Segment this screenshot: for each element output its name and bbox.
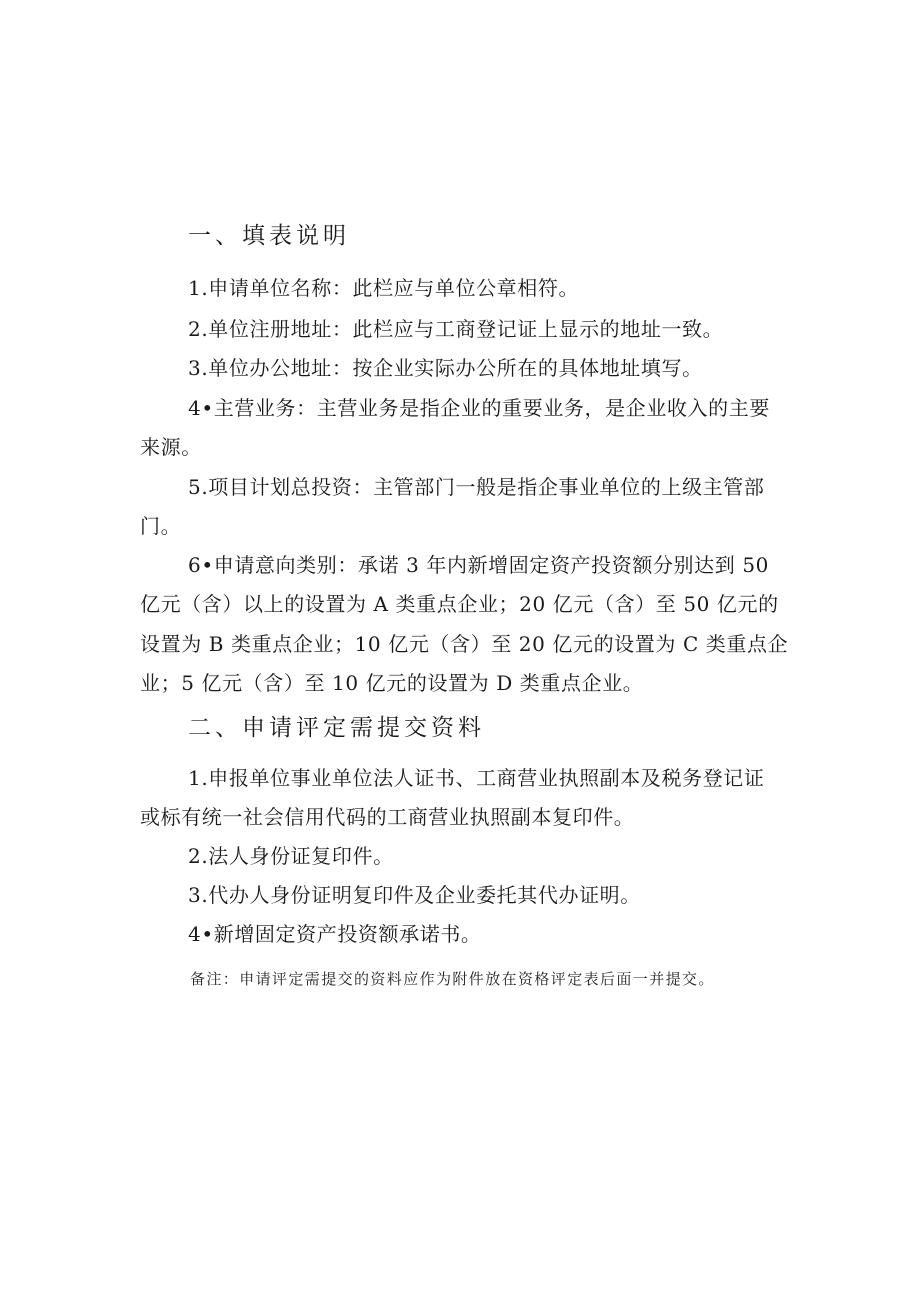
item-1-6-line-1: 6•申请意向类别：承诺 3 年内新增固定资产投资额分别达到 50 bbox=[188, 553, 769, 577]
item-1-6-line-2: 亿元（含）以上的设置为 A 类重点企业；20 亿元（含）至 50 亿元的 bbox=[140, 592, 779, 616]
item-1-4-line-1: 4•主营业务：主营业务是指企业的重要业务，是企业收入的主要 bbox=[188, 396, 770, 420]
item-2-2: 2.法人身份证复印件。 bbox=[188, 844, 394, 868]
item-2-1-line-1: 1.申报单位事业单位法人证书、工商营业执照副本及税务登记证 bbox=[188, 766, 765, 790]
section-2-title: 二、申请评定需提交资料 bbox=[188, 715, 485, 741]
item-1-6-line-3: 设置为 B 类重点企业；10 亿元（含）至 20 亿元的设置为 C 类重点企 bbox=[140, 632, 789, 656]
item-2-3: 3.代办人身份证明复印件及企业委托其代办证明。 bbox=[188, 883, 641, 907]
item-1-4-line-2: 来源。 bbox=[140, 435, 202, 459]
item-1-3: 3.单位办公地址：按企业实际办公所在的具体地址填写。 bbox=[188, 356, 703, 380]
item-1-5-line-2: 门。 bbox=[140, 514, 182, 538]
item-2-4: 4•新增固定资产投资额承诺书。 bbox=[188, 922, 482, 946]
item-1-2: 2.单位注册地址：此栏应与工商登记证上显示的地址一致。 bbox=[188, 317, 724, 341]
item-1-1: 1.申请单位名称：此栏应与单位公章相符。 bbox=[188, 276, 580, 300]
item-1-6-line-4: 业；5 亿元（含）至 10 亿元的设置为 D 类重点企业。 bbox=[140, 671, 644, 695]
remark-note: 备注：申请评定需提交的资料应作为附件放在资格评定表后面一并提交。 bbox=[190, 970, 715, 988]
item-2-1-line-2: 或标有统一社会信用代码的工商营业执照副本复印件。 bbox=[140, 805, 635, 829]
section-1-title: 一、填表说明 bbox=[188, 223, 350, 249]
item-1-5-line-1: 5.项目计划总投资：主管部门一般是指企事业单位的上级主管部 bbox=[188, 475, 765, 499]
